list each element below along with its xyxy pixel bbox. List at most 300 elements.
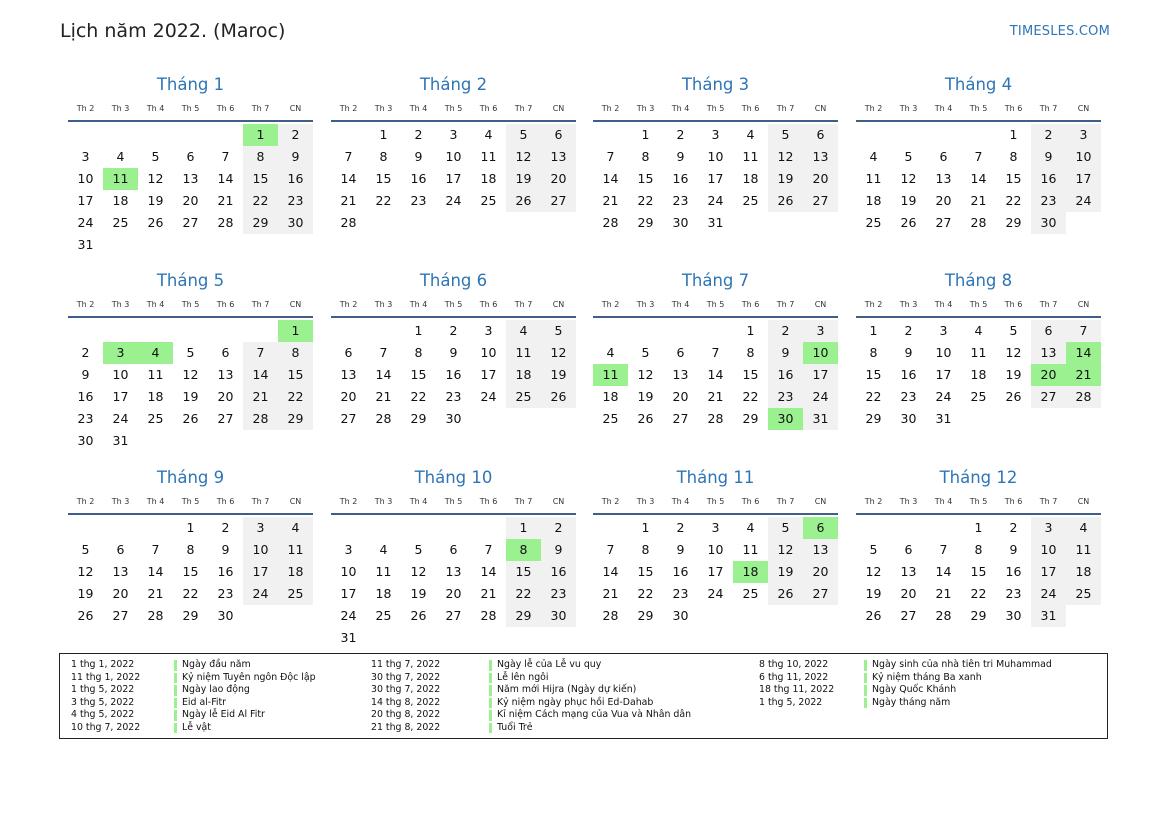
month-title: Tháng 6	[419, 271, 488, 290]
day-cell: 21	[935, 586, 952, 601]
site-link[interactable]: TIMESLES.COM	[1009, 24, 1110, 39]
day-cell: 20	[803, 168, 838, 190]
day-cell: 9	[541, 539, 576, 561]
empty-cell	[68, 320, 103, 342]
day-cell: 13	[541, 146, 576, 168]
empty-cell	[366, 517, 401, 539]
legend-marker	[864, 698, 867, 709]
empty-cell	[173, 124, 208, 146]
day-cell: 2	[541, 517, 576, 539]
legend-marker	[489, 710, 492, 721]
legend-marker	[864, 673, 867, 684]
day-cell: 11	[375, 564, 392, 579]
day-cell: 16	[768, 364, 803, 386]
day-cell: 28	[970, 215, 987, 230]
day-cell: 18	[112, 193, 129, 208]
day-cell: 19	[900, 193, 917, 208]
empty-cell	[103, 320, 138, 342]
day-cell: 17	[445, 171, 462, 186]
day-cell: 15	[506, 561, 541, 583]
weekday-label: CN	[1077, 104, 1090, 113]
month-divider	[856, 120, 1101, 122]
weekday-label: Th 6	[1004, 104, 1023, 113]
legend-marker	[489, 698, 492, 709]
day-cell: 6	[939, 149, 948, 164]
day-cell: 24	[445, 193, 462, 208]
empty-cell	[331, 517, 366, 539]
day-cell: 31	[1031, 605, 1066, 627]
weekday-label: Th 4	[934, 104, 953, 113]
day-cell: 12	[1005, 345, 1022, 360]
month-block	[593, 73, 838, 234]
weekday-label: Th 6	[1004, 497, 1023, 506]
day-cell: 29	[410, 411, 427, 426]
day-cell: 15	[970, 564, 987, 579]
legend-marker	[489, 673, 492, 684]
weekday-label: CN	[289, 497, 302, 506]
day-cell: 11	[147, 367, 164, 382]
day-cell: 12	[768, 539, 803, 561]
legend-row	[71, 672, 401, 685]
month-title: Tháng 8	[944, 271, 1013, 290]
day-cell: 9	[278, 146, 313, 168]
day-cell: 12	[410, 564, 427, 579]
day-cell: 4	[1066, 517, 1101, 539]
day-cell: 7	[243, 342, 278, 364]
month-title: Tháng 2	[419, 75, 488, 94]
day-cell: 16	[672, 171, 689, 186]
day-cell: 5	[641, 345, 650, 360]
weekday-label: Th 4	[671, 497, 690, 506]
month-title: Tháng 11	[676, 468, 755, 487]
legend-marker	[864, 660, 867, 671]
day-cell: 9	[676, 542, 685, 557]
day-cell: 6	[186, 149, 195, 164]
day-cell: 30	[1005, 608, 1022, 623]
day-cell: 23	[672, 586, 689, 601]
legend-row	[371, 672, 701, 685]
legend-row	[71, 659, 401, 672]
legend-date: 8 thg 10, 2022	[759, 659, 829, 670]
weekday-label: Th 2	[601, 104, 620, 113]
day-cell: 25	[865, 215, 882, 230]
day-cell: 13	[672, 367, 689, 382]
weekday-label: Th 4	[934, 300, 953, 309]
weekday-label: Th 5	[181, 497, 200, 506]
legend-holiday-name: Ngày lễ của Lễ vu quy	[497, 659, 602, 670]
legend-holiday-name: Kỷ niệm ngày phục hồi Ed-Dahab	[497, 696, 654, 708]
day-cell: 22	[410, 389, 427, 404]
day-cell: 28	[243, 408, 278, 430]
day-cell: 4	[506, 320, 541, 342]
weekday-label: Th 6	[216, 497, 235, 506]
day-cell: 7	[379, 345, 388, 360]
day-cell: 21	[602, 193, 619, 208]
day-cell: 27	[340, 411, 357, 426]
empty-cell	[138, 517, 173, 539]
weekday-label: Th 3	[899, 497, 918, 506]
day-cell: 22	[278, 386, 313, 408]
day-cell: 6	[803, 124, 838, 146]
weekday-label: Th 2	[601, 497, 620, 506]
day-cell: 5	[1009, 323, 1018, 338]
day-cell: 27	[935, 215, 952, 230]
day-cell: 13	[803, 539, 838, 561]
day-cell: 12	[147, 171, 164, 186]
day-cell: 30	[1031, 212, 1066, 234]
day-cell: 22	[182, 586, 199, 601]
weekday-label: Th 7	[1039, 300, 1058, 309]
weekday-header	[68, 299, 313, 311]
day-cell: 24	[707, 586, 724, 601]
weekday-label: Th 4	[934, 497, 953, 506]
weekday-label: Th 6	[741, 497, 760, 506]
day-cell: 6	[221, 345, 230, 360]
weekday-label: Th 3	[899, 104, 918, 113]
legend-marker	[174, 685, 177, 696]
weekday-label: Th 3	[111, 300, 130, 309]
day-cell: 1	[869, 323, 878, 338]
month-title: Tháng 1	[156, 75, 225, 94]
day-cell: 17	[1066, 168, 1101, 190]
day-cell: 31	[803, 408, 838, 430]
empty-cell	[663, 320, 698, 342]
day-cell: 20	[445, 586, 462, 601]
day-cell: 8	[278, 342, 313, 364]
weekday-label: Th 7	[251, 300, 270, 309]
weekday-label: Th 5	[444, 497, 463, 506]
day-cell: 9	[768, 342, 803, 364]
day-cell: 16	[410, 171, 427, 186]
day-cell: 1	[641, 520, 650, 535]
day-cell: 24	[243, 583, 278, 605]
weekday-label: Th 3	[636, 497, 655, 506]
day-cell: 18	[1066, 561, 1101, 583]
legend-marker	[174, 660, 177, 671]
weekday-label: Th 4	[409, 497, 428, 506]
weekday-label: CN	[289, 300, 302, 309]
day-cell: 18	[147, 389, 164, 404]
day-cell: 24	[1031, 583, 1066, 605]
legend-holiday-name: Ngày Quốc Khánh	[872, 684, 957, 696]
day-cell: 9	[904, 345, 913, 360]
empty-cell	[68, 517, 103, 539]
day-cell: 22	[243, 190, 278, 212]
empty-cell	[926, 517, 961, 539]
day-cell: 16	[77, 389, 94, 404]
day-cell: 11	[865, 171, 882, 186]
legend-row	[371, 659, 701, 672]
legend-holiday-name: Ngày lễ Eid Al Fitr	[182, 709, 265, 721]
day-cell: 18	[375, 586, 392, 601]
empty-cell	[471, 517, 506, 539]
month-block	[593, 269, 838, 430]
day-cell: 24	[340, 608, 357, 623]
weekday-label: Th 3	[111, 104, 130, 113]
weekday-label: Th 5	[969, 497, 988, 506]
day-cell: 30	[278, 212, 313, 234]
weekday-label: Th 7	[251, 104, 270, 113]
legend-row	[71, 709, 401, 722]
legend-holiday-name: Lễ vật	[182, 721, 211, 733]
month-title: Tháng 7	[681, 271, 750, 290]
day-cell: 11	[970, 345, 987, 360]
empty-cell	[698, 320, 733, 342]
day-cell: 6	[1031, 320, 1066, 342]
day-cell: 16	[900, 367, 917, 382]
month-title: Tháng 12	[939, 468, 1018, 487]
day-grid	[68, 124, 313, 256]
weekday-label: Th 3	[899, 300, 918, 309]
weekday-header	[856, 496, 1101, 508]
day-cell: 7	[344, 149, 353, 164]
day-cell: 9	[1031, 146, 1066, 168]
day-cell: 13	[182, 171, 199, 186]
weekday-label: Th 5	[706, 300, 725, 309]
legend-date: 11 thg 1, 2022	[71, 671, 141, 683]
legend-row	[759, 684, 1089, 697]
empty-cell	[208, 124, 243, 146]
day-cell: 18	[480, 171, 497, 186]
holiday-day-cell: 3	[103, 342, 138, 364]
month-title: Tháng 3	[681, 75, 750, 94]
day-cell: 8	[414, 345, 423, 360]
legend-date: 6 thg 11, 2022	[759, 671, 829, 683]
day-cell: 21	[480, 586, 497, 601]
weekday-label: Th 5	[444, 104, 463, 113]
legend-row	[71, 697, 401, 710]
day-cell: 9	[1009, 542, 1018, 557]
day-cell: 27	[112, 608, 129, 623]
day-cell: 2	[1009, 520, 1018, 535]
day-cell: 23	[217, 586, 234, 601]
day-cell: 26	[900, 215, 917, 230]
day-cell: 20	[340, 389, 357, 404]
day-cell: 1	[641, 127, 650, 142]
empty-cell	[138, 124, 173, 146]
day-cell: 23	[541, 583, 576, 605]
weekday-label: Th 2	[339, 104, 358, 113]
day-cell: 17	[480, 367, 497, 382]
day-cell: 25	[112, 215, 129, 230]
legend-marker	[864, 685, 867, 696]
legend-date: 4 thg 5, 2022	[71, 709, 135, 721]
day-cell: 15	[637, 171, 654, 186]
weekday-label: Th 5	[444, 300, 463, 309]
day-cell: 14	[217, 171, 234, 186]
day-cell: 10	[77, 171, 94, 186]
holiday-day-cell: 30	[768, 408, 803, 430]
day-cell: 10	[935, 345, 952, 360]
month-divider	[68, 513, 313, 515]
day-cell: 15	[278, 364, 313, 386]
day-cell: 1	[974, 520, 983, 535]
weekday-label: Th 5	[181, 300, 200, 309]
holiday-day-cell: 6	[803, 517, 838, 539]
month-block	[331, 269, 576, 430]
day-grid	[856, 320, 1101, 430]
day-cell: 27	[803, 583, 838, 605]
day-cell: 3	[484, 323, 493, 338]
day-cell: 13	[900, 564, 917, 579]
month-divider	[593, 120, 838, 122]
day-cell: 25	[506, 386, 541, 408]
legend-row	[371, 697, 701, 710]
weekday-label: Th 5	[969, 104, 988, 113]
day-cell: 22	[506, 583, 541, 605]
weekday-label: Th 7	[776, 300, 795, 309]
day-cell: 23	[410, 193, 427, 208]
day-cell: 13	[217, 367, 234, 382]
day-grid	[856, 517, 1101, 627]
weekday-label: Th 6	[479, 497, 498, 506]
weekday-label: Th 4	[671, 104, 690, 113]
day-cell: 16	[1005, 564, 1022, 579]
day-cell: 10	[1031, 539, 1066, 561]
legend-row	[371, 709, 701, 722]
day-cell: 20	[541, 168, 576, 190]
day-cell: 6	[449, 542, 458, 557]
day-cell: 6	[541, 124, 576, 146]
day-cell: 30	[541, 605, 576, 627]
empty-cell	[856, 124, 891, 146]
legend-date: 20 thg 8, 2022	[371, 709, 441, 721]
day-cell: 7	[1066, 320, 1101, 342]
day-cell: 26	[506, 190, 541, 212]
day-cell: 3	[1066, 124, 1101, 146]
weekday-label: Th 6	[216, 300, 235, 309]
weekday-label: Th 6	[479, 300, 498, 309]
weekday-label: Th 7	[1039, 104, 1058, 113]
month-divider	[68, 120, 313, 122]
day-cell: 25	[278, 583, 313, 605]
day-cell: 3	[344, 542, 353, 557]
day-cell: 31	[112, 433, 129, 448]
day-cell: 8	[869, 345, 878, 360]
month-divider	[331, 120, 576, 122]
day-cell: 22	[970, 586, 987, 601]
day-cell: 12	[506, 146, 541, 168]
day-cell: 28	[375, 411, 392, 426]
holiday-day-cell: 14	[1066, 342, 1101, 364]
empty-cell	[856, 517, 891, 539]
day-cell: 14	[935, 564, 952, 579]
day-cell: 19	[410, 586, 427, 601]
month-divider	[856, 316, 1101, 318]
day-cell: 23	[278, 190, 313, 212]
month-title: Tháng 4	[944, 75, 1013, 94]
weekday-label: Th 2	[339, 497, 358, 506]
legend-marker	[489, 723, 492, 734]
holiday-day-cell: 1	[278, 320, 313, 342]
day-cell: 29	[506, 605, 541, 627]
weekday-label: CN	[552, 300, 565, 309]
weekday-header	[331, 299, 576, 311]
day-cell: 29	[637, 608, 654, 623]
day-cell: 19	[1005, 367, 1022, 382]
holiday-day-cell: 18	[733, 561, 768, 583]
weekday-header	[856, 103, 1101, 115]
weekday-label: Th 3	[636, 104, 655, 113]
day-cell: 19	[506, 168, 541, 190]
day-cell: 28	[935, 608, 952, 623]
day-cell: 19	[77, 586, 94, 601]
day-cell: 6	[676, 345, 685, 360]
day-cell: 31	[77, 237, 94, 252]
day-cell: 20	[935, 193, 952, 208]
day-cell: 15	[410, 367, 427, 382]
day-cell: 17	[1031, 561, 1066, 583]
day-cell: 29	[1005, 215, 1022, 230]
empty-cell	[593, 517, 628, 539]
legend-column	[71, 659, 401, 735]
legend-holiday-name: Tuổi Trẻ	[497, 721, 533, 733]
month-title: Tháng 10	[414, 468, 493, 487]
weekday-label: Th 3	[374, 104, 393, 113]
day-cell: 22	[637, 586, 654, 601]
day-cell: 16	[672, 564, 689, 579]
day-cell: 24	[77, 215, 94, 230]
day-cell: 17	[803, 364, 838, 386]
day-cell: 19	[182, 389, 199, 404]
day-cell: 27	[900, 608, 917, 623]
weekday-label: Th 5	[706, 497, 725, 506]
day-grid	[856, 124, 1101, 234]
day-cell: 12	[637, 367, 654, 382]
day-cell: 12	[768, 146, 803, 168]
day-cell: 19	[768, 561, 803, 583]
empty-cell	[593, 320, 628, 342]
day-cell: 20	[900, 586, 917, 601]
empty-cell	[68, 124, 103, 146]
weekday-label: Th 2	[864, 104, 883, 113]
day-cell: 23	[77, 411, 94, 426]
day-cell: 4	[379, 542, 388, 557]
day-cell: 30	[900, 411, 917, 426]
day-cell: 26	[541, 386, 576, 408]
day-cell: 26	[182, 411, 199, 426]
weekday-header	[593, 299, 838, 311]
day-cell: 24	[112, 411, 129, 426]
weekday-label: Th 4	[671, 300, 690, 309]
day-cell: 17	[707, 171, 724, 186]
day-cell: 15	[637, 564, 654, 579]
day-cell: 1	[379, 127, 388, 142]
weekday-label: Th 4	[146, 497, 165, 506]
day-cell: 26	[768, 190, 803, 212]
day-cell: 7	[939, 542, 948, 557]
weekday-label: Th 5	[181, 104, 200, 113]
day-cell: 5	[768, 517, 803, 539]
day-cell: 30	[445, 411, 462, 426]
day-cell: 28	[602, 215, 619, 230]
day-cell: 27	[803, 190, 838, 212]
day-cell: 29	[278, 408, 313, 430]
day-grid	[68, 517, 313, 627]
day-cell: 4	[746, 127, 755, 142]
day-cell: 14	[375, 367, 392, 382]
day-cell: 5	[541, 320, 576, 342]
day-cell: 24	[803, 386, 838, 408]
legend-date: 1 thg 5, 2022	[71, 684, 135, 696]
day-cell: 20	[112, 586, 129, 601]
weekday-label: Th 3	[636, 300, 655, 309]
day-cell: 9	[676, 149, 685, 164]
day-cell: 12	[77, 564, 94, 579]
legend-holiday-name: Kỷ niệm Tuyên ngôn Độc lập	[182, 671, 316, 683]
weekday-label: CN	[289, 104, 302, 113]
day-cell: 25	[375, 608, 392, 623]
